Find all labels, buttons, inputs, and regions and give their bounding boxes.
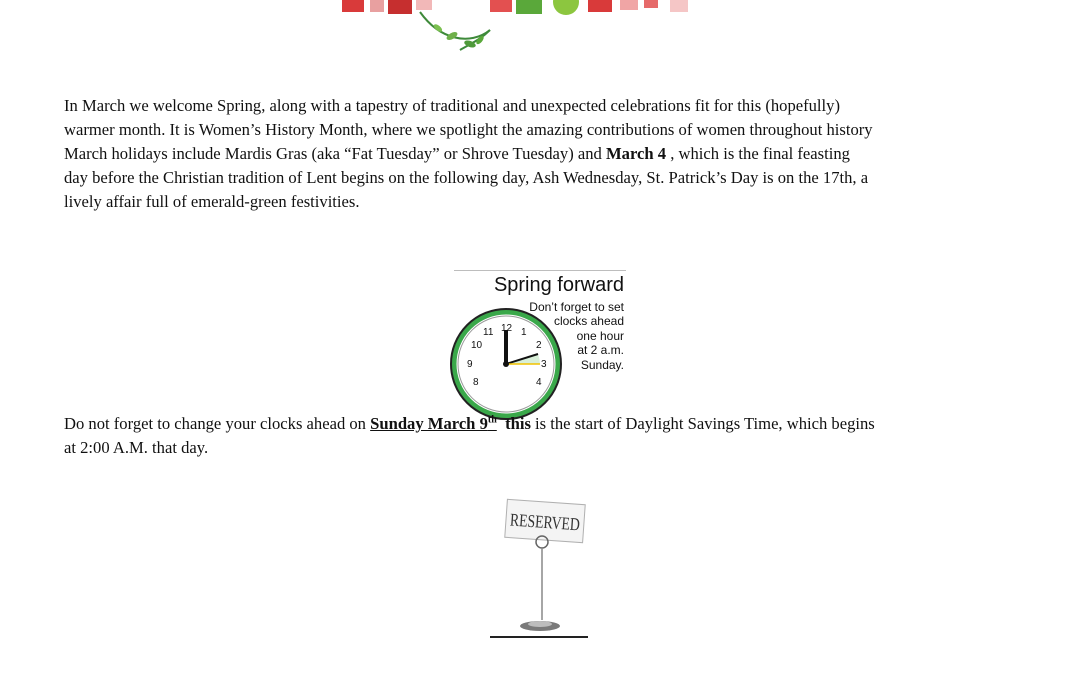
spring-line-1: Don’t forget to set [529,300,624,314]
reserved-sign-figure [488,498,603,643]
intro-line-3-end: , which is the final feasting [666,144,850,163]
clock-num-12: 12 [501,323,513,334]
clock-num-4: 4 [536,377,542,388]
spring-forward-figure [452,268,628,392]
banner-center-blocks [490,0,688,15]
clock-num-3: 3 [541,359,547,370]
spring-line-4: at 2 a.m. [577,343,624,357]
dst-line-2: at 2:00 A.M. that day. [64,438,209,457]
figure-top-rule [454,270,626,271]
spring-line-2: clocks ahead [553,314,624,328]
clock-num-8: 8 [473,377,479,388]
intro-line-3: March holidays include Mardis Gras (aka “Fat Tuesday” or Shrove Tuesday) and [64,144,606,163]
intro-line-4: day before the Christian tradition of Lent begins on the following day, Ash Wednesday, St. Patrick’s Day is on the 17th, a [64,168,869,187]
intro-line-5: lively affair full of emerald-green festivities. [64,192,360,211]
clock-num-11: 11 [483,327,494,338]
march-banner-illustration [320,0,730,58]
march-4-date: March 4 [605,144,667,163]
reserved-sign-text: RESERVED [509,509,603,536]
clock-num-10: 10 [471,340,483,351]
reserved-sign-icon [488,498,603,643]
dst-line-1: Do not forget to change your clocks ahead on [64,414,371,433]
dst-paragraph [64,412,1024,460]
intro-line-2: warmer month. It is Women’s History Month, where we spotlight the amazing contributions of women throughout history [64,120,873,139]
clock-num-2: 2 [536,340,542,351]
spring-line-5: Sunday. [580,358,624,372]
dst-this-word: this [505,414,531,433]
dst-line-1-end: is the start of Daylight Savings Time, which begins [530,414,875,433]
spring-line-3: one hour [576,329,624,343]
banner-left-blocks [342,0,432,14]
dst-date [370,414,497,433]
intro-line-1: In March we welcome Spring, along with a tapestry of traditional and unexpected celebrations fit for this (hopefully) [64,96,840,115]
clock-num-1: 1 [521,327,527,338]
intro-paragraph [64,94,1024,214]
vine-icon [420,12,490,50]
spring-forward-title: Spring forward [493,274,624,296]
clock-num-9: 9 [467,359,473,370]
dst-date-main: Sunday March 9 [370,414,488,433]
dst-date-suffix: th [487,414,497,426]
